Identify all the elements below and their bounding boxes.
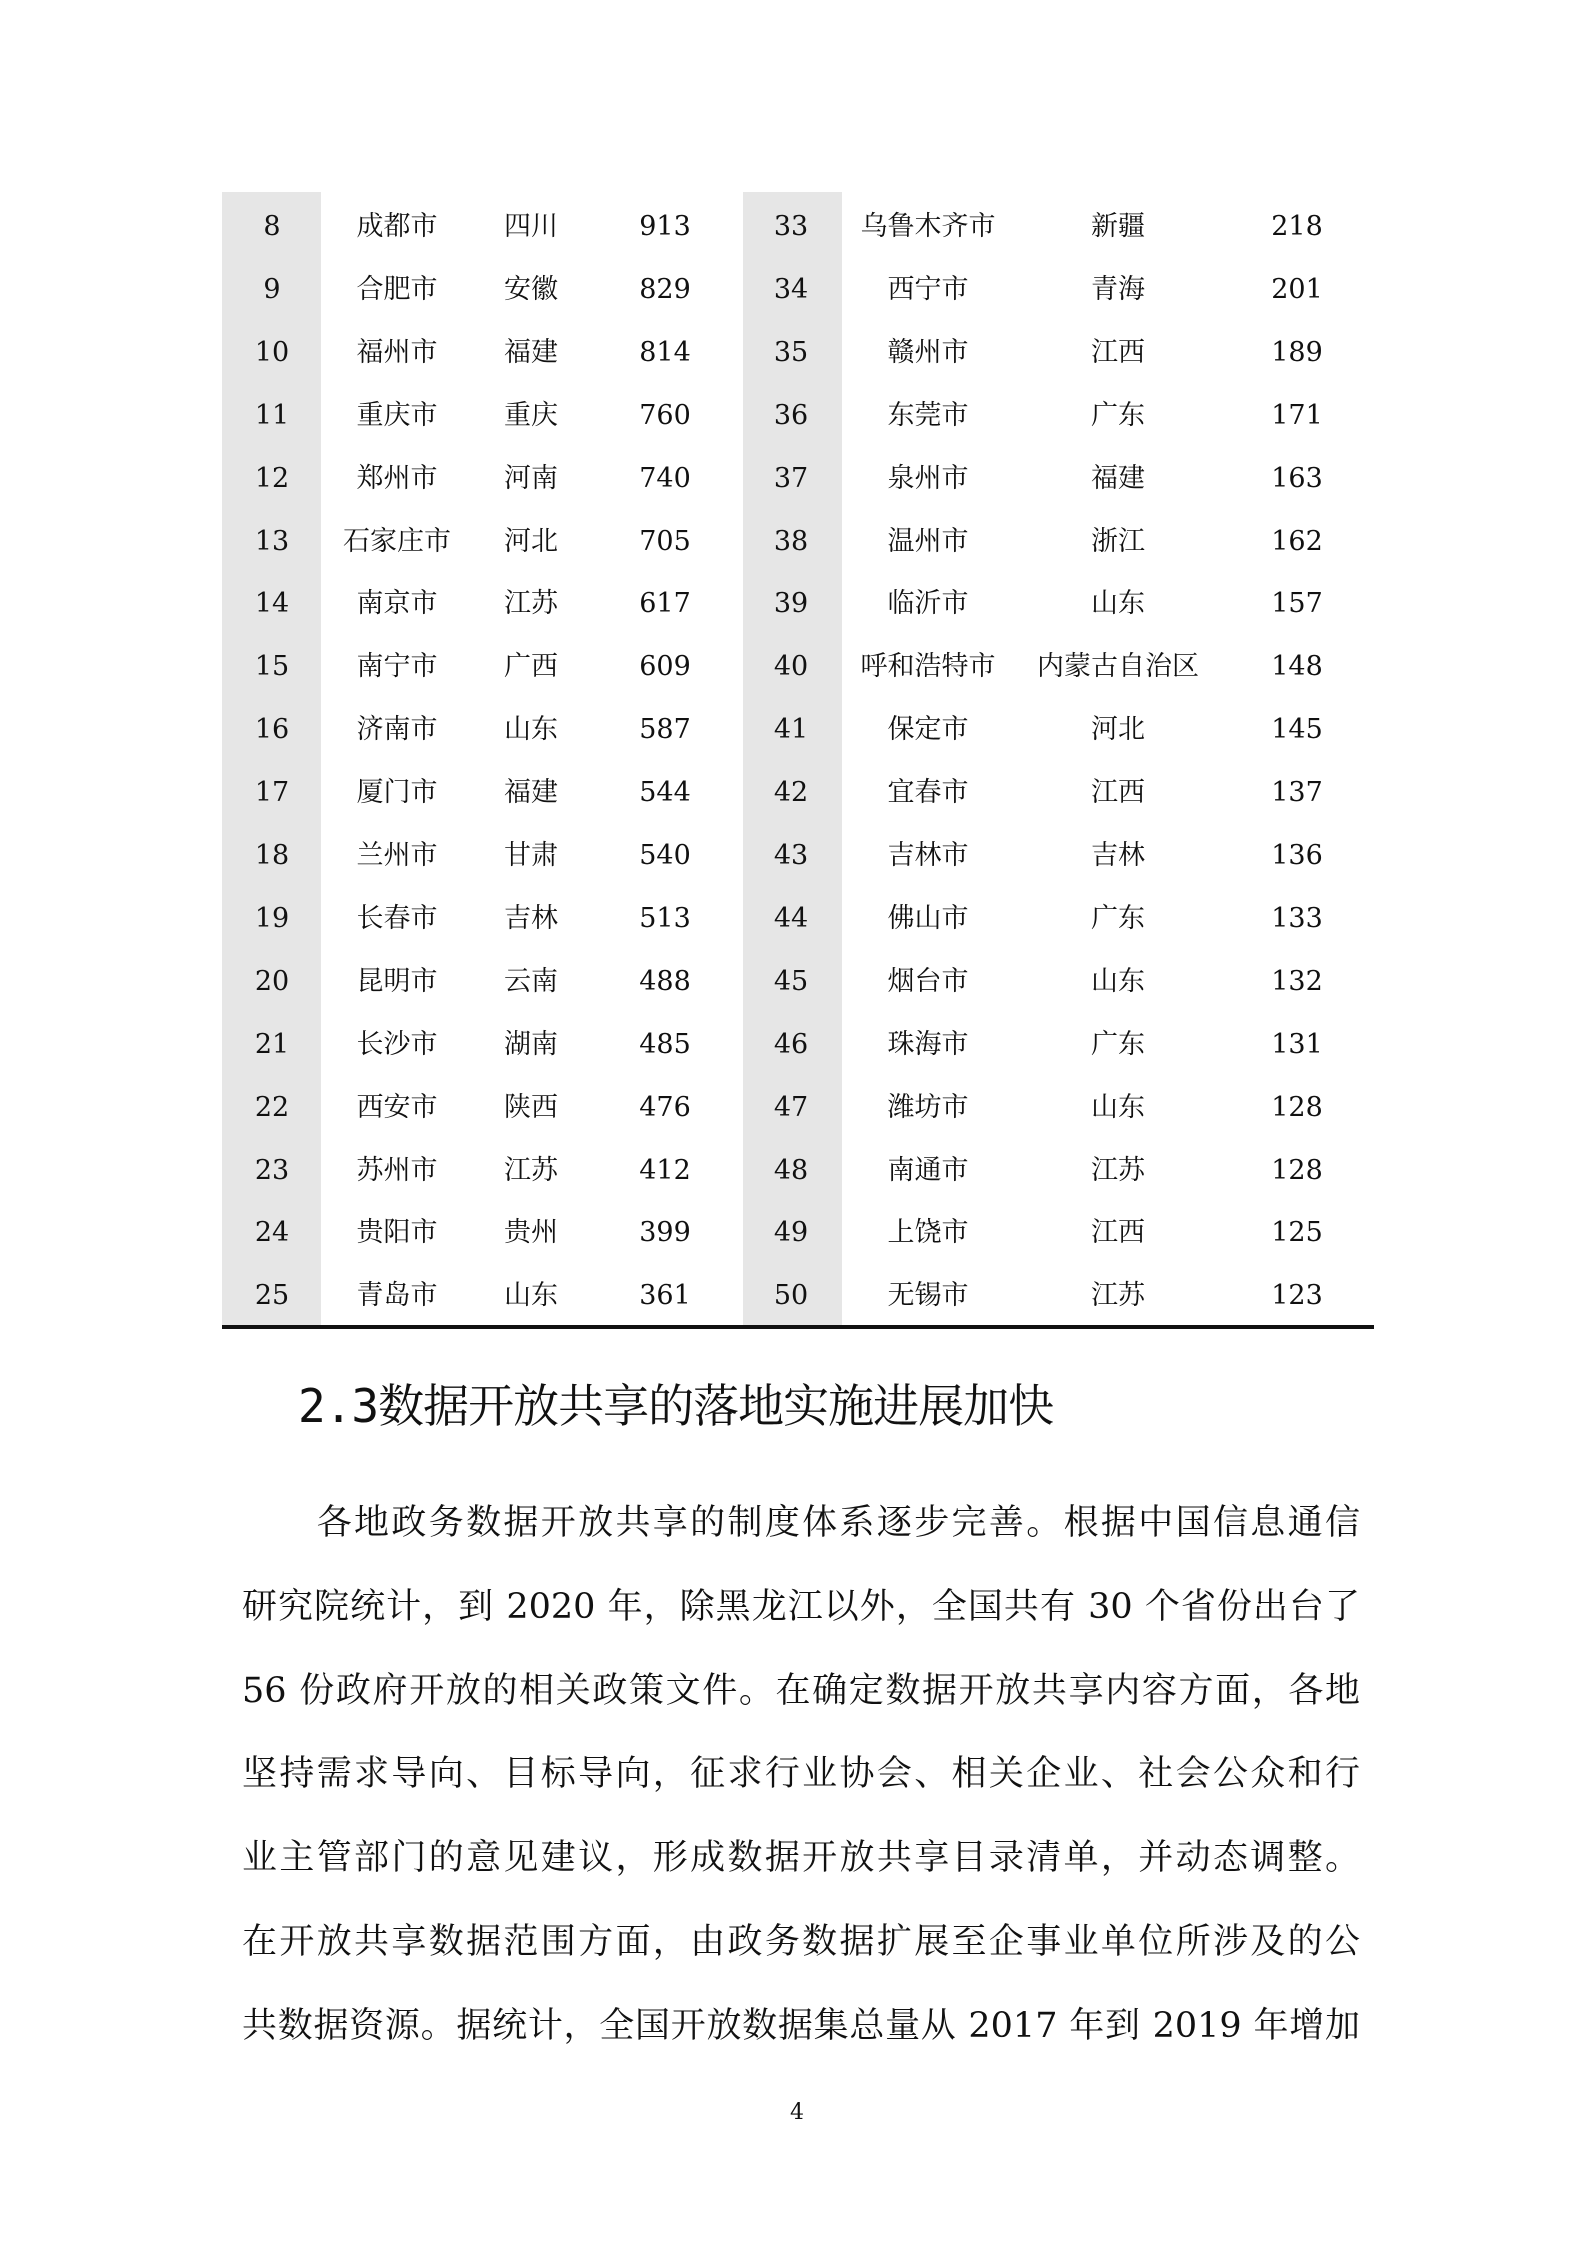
cell-province: 广西 [504, 651, 558, 683]
cell-value: 617 [639, 588, 691, 620]
paragraph-line: 共数据资源。据统计，全国开放数据集总量从 2017 年到 2019 年增加 [242, 2005, 1360, 2046]
cell-city: 赣州市 [887, 336, 969, 368]
cell-rank: 15 [254, 651, 290, 683]
table-row [222, 1139, 1374, 1202]
table-row [222, 1076, 1374, 1139]
cell-value: 399 [639, 1217, 691, 1249]
table-bottom-rule [222, 1325, 1374, 1329]
cell-city: 福州市 [356, 336, 438, 368]
cell-city: 保定市 [887, 714, 969, 746]
cell-value: 609 [639, 651, 691, 683]
cell-rank: 13 [254, 525, 290, 557]
cell-value: 163 [1271, 462, 1323, 494]
cell-rank: 50 [773, 1280, 809, 1312]
cell-province: 山东 [1091, 965, 1145, 997]
cell-city: 吉林市 [887, 840, 969, 871]
cell-rank: 25 [254, 1280, 290, 1312]
cell-city: 泉州市 [887, 462, 969, 494]
cell-province: 江西 [1091, 777, 1145, 809]
cell-city: 烟台市 [887, 965, 969, 997]
cell-value: 145 [1271, 714, 1323, 746]
cell-rank: 34 [773, 273, 809, 305]
cell-rank: 46 [773, 1028, 809, 1060]
table-row [222, 887, 1374, 950]
table-row [222, 635, 1374, 698]
cell-province: 江苏 [504, 1154, 558, 1186]
cell-city: 宜春市 [887, 777, 969, 809]
cell-city: 佛山市 [887, 902, 969, 934]
cell-value: 148 [1271, 651, 1323, 683]
paragraph-line: 研究院统计，到 2020 年，除黑龙江以外，全国共有 30 个省份出台了 [242, 1586, 1360, 1627]
cell-rank: 43 [773, 840, 809, 871]
table-row [222, 195, 1374, 258]
cell-city: 厦门市 [356, 777, 438, 809]
cell-city: 乌鲁木齐市 [860, 211, 996, 242]
cell-province: 福建 [504, 336, 558, 368]
cell-province: 河北 [1091, 714, 1145, 746]
cell-rank: 47 [773, 1091, 809, 1123]
cell-value: 201 [1271, 273, 1323, 305]
cell-city: 青岛市 [356, 1280, 438, 1312]
cell-value: 361 [639, 1280, 691, 1312]
cell-city: 兰州市 [356, 840, 438, 871]
cell-province: 广东 [1091, 399, 1145, 431]
cell-rank: 22 [254, 1091, 290, 1123]
table-row [222, 950, 1374, 1013]
cell-city: 珠海市 [887, 1028, 969, 1060]
paragraph-line: 56 份政府开放的相关政策文件。在确定数据开放共享内容方面，各地 [242, 1670, 1360, 1711]
table-row [222, 698, 1374, 761]
cell-province: 陕西 [504, 1091, 558, 1123]
cell-rank: 24 [254, 1217, 290, 1249]
cell-province: 江苏 [1091, 1154, 1145, 1186]
cell-province: 浙江 [1091, 525, 1145, 557]
table-row [222, 824, 1374, 887]
cell-province: 江苏 [504, 588, 558, 620]
table-row [222, 258, 1374, 321]
cell-city: 苏州市 [356, 1154, 438, 1186]
cell-value: 485 [639, 1028, 691, 1060]
cell-city: 成都市 [356, 211, 438, 242]
cell-value: 513 [639, 902, 691, 934]
cell-city: 无锡市 [887, 1280, 969, 1312]
cell-city: 潍坊市 [887, 1091, 969, 1123]
table-row [222, 1201, 1374, 1264]
cell-city: 南宁市 [356, 651, 438, 683]
cell-value: 760 [639, 399, 691, 431]
table-row [222, 761, 1374, 824]
cell-province: 四川 [504, 211, 558, 242]
cell-city: 合肥市 [356, 273, 438, 305]
cell-province: 河北 [504, 525, 558, 557]
cell-value: 814 [639, 336, 691, 368]
cell-province: 甘肃 [504, 840, 558, 871]
cell-province: 江苏 [1091, 1280, 1145, 1312]
page-number: 4 [790, 2100, 804, 2125]
cell-rank: 12 [254, 462, 290, 494]
cell-province: 安徽 [504, 273, 558, 305]
table-row [222, 572, 1374, 635]
cell-city: 西安市 [356, 1091, 438, 1123]
cell-value: 128 [1271, 1091, 1323, 1123]
cell-rank: 39 [773, 588, 809, 620]
cell-rank: 42 [773, 777, 809, 809]
cell-value: 189 [1271, 336, 1323, 368]
cell-value: 913 [639, 211, 691, 242]
cell-province: 云南 [504, 965, 558, 997]
cell-rank: 44 [773, 902, 809, 934]
table-row [222, 1264, 1374, 1327]
cell-city: 临沂市 [887, 588, 969, 620]
cell-city: 东莞市 [887, 399, 969, 431]
cell-rank: 23 [254, 1154, 290, 1186]
cell-city: 重庆市 [356, 399, 438, 431]
table-row [222, 384, 1374, 447]
body-paragraph [242, 1482, 1360, 2069]
cell-city: 西宁市 [887, 273, 969, 305]
cell-value: 412 [639, 1154, 691, 1186]
cell-rank: 18 [254, 840, 290, 871]
cell-city: 昆明市 [356, 965, 438, 997]
cell-value: 137 [1271, 777, 1323, 809]
cell-city: 温州市 [887, 525, 969, 557]
cell-province: 广东 [1091, 1028, 1145, 1060]
cell-value: 157 [1271, 588, 1323, 620]
cell-rank: 45 [773, 965, 809, 997]
cell-value: 133 [1271, 902, 1323, 934]
cell-city: 南京市 [356, 588, 438, 620]
cell-rank: 9 [263, 273, 281, 305]
cell-province: 吉林 [504, 902, 558, 934]
cell-city: 贵阳市 [356, 1217, 438, 1249]
cell-province: 山东 [504, 1280, 558, 1312]
table-row [222, 1013, 1374, 1076]
paragraph-line: 业主管部门的意见建议，形成数据开放共享目录清单，并动态调整。 [242, 1838, 1360, 1879]
cell-value: 218 [1271, 211, 1323, 242]
cell-province: 福建 [504, 777, 558, 809]
cell-value: 476 [639, 1091, 691, 1123]
cell-value: 123 [1271, 1280, 1323, 1312]
cell-rank: 49 [773, 1217, 809, 1249]
cell-city: 郑州市 [356, 462, 438, 494]
cell-rank: 35 [773, 336, 809, 368]
cell-province: 青海 [1091, 273, 1145, 305]
cell-value: 125 [1271, 1217, 1323, 1249]
cell-province: 湖南 [504, 1028, 558, 1060]
cell-city: 南通市 [887, 1154, 969, 1186]
cell-province: 山东 [504, 714, 558, 746]
cell-province: 新疆 [1091, 211, 1145, 242]
cell-province: 内蒙古自治区 [1037, 651, 1199, 683]
cell-rank: 21 [254, 1028, 290, 1060]
cell-value: 162 [1271, 525, 1323, 557]
cell-province: 河南 [504, 462, 558, 494]
cell-rank: 36 [773, 399, 809, 431]
cell-province: 广东 [1091, 902, 1145, 934]
cell-province: 贵州 [504, 1217, 558, 1249]
cell-value: 587 [639, 714, 691, 746]
cell-value: 132 [1271, 965, 1323, 997]
cell-rank: 17 [254, 777, 290, 809]
cell-value: 171 [1271, 399, 1323, 431]
cell-value: 740 [639, 462, 691, 494]
cell-province: 江西 [1091, 1217, 1145, 1249]
cell-city: 上饶市 [887, 1217, 969, 1249]
cell-province: 山东 [1091, 588, 1145, 620]
cell-value: 131 [1271, 1028, 1323, 1060]
cell-city: 济南市 [356, 714, 438, 746]
table-row [222, 447, 1374, 510]
cell-value: 128 [1271, 1154, 1323, 1186]
cell-rank: 8 [263, 211, 281, 242]
cell-value: 544 [639, 777, 691, 809]
cell-rank: 20 [254, 965, 290, 997]
cell-province: 福建 [1091, 462, 1145, 494]
cell-city: 呼和浩特市 [860, 651, 996, 683]
paragraph-line: 各地政务数据开放共享的制度体系逐步完善。根据中国信息通信 [242, 1503, 1360, 1543]
section-heading: 2.3数据开放共享的落地实施进展加快 [298, 1379, 1054, 1433]
cell-rank: 16 [254, 714, 290, 746]
cell-province: 江西 [1091, 336, 1145, 368]
paragraph-line: 在开放共享数据范围方面，由政务数据扩展至企事业单位所涉及的公 [242, 1921, 1360, 1962]
cell-rank: 14 [254, 588, 290, 620]
cell-rank: 38 [773, 525, 809, 557]
cell-city: 长春市 [356, 902, 438, 934]
cell-province: 山东 [1091, 1091, 1145, 1123]
paragraph-line: 坚持需求导向、目标导向，征求行业协会、相关企业、社会公众和行 [242, 1754, 1360, 1795]
cell-value: 705 [639, 525, 691, 557]
cell-value: 540 [639, 840, 691, 871]
cell-rank: 41 [773, 714, 809, 746]
cell-city: 长沙市 [356, 1028, 438, 1060]
cell-value: 136 [1271, 840, 1323, 871]
cell-rank: 48 [773, 1154, 809, 1186]
cell-rank: 19 [254, 902, 290, 934]
cell-city: 石家庄市 [343, 525, 451, 557]
cell-rank: 11 [254, 399, 290, 431]
cell-rank: 40 [773, 651, 809, 683]
cell-province: 重庆 [504, 399, 558, 431]
cell-rank: 37 [773, 462, 809, 494]
cell-province: 吉林 [1091, 840, 1145, 871]
cell-rank: 10 [254, 336, 290, 368]
table-row [222, 510, 1374, 573]
cell-rank: 33 [773, 211, 809, 242]
cell-value: 488 [639, 965, 691, 997]
cell-value: 829 [639, 273, 691, 305]
table-row [222, 321, 1374, 384]
